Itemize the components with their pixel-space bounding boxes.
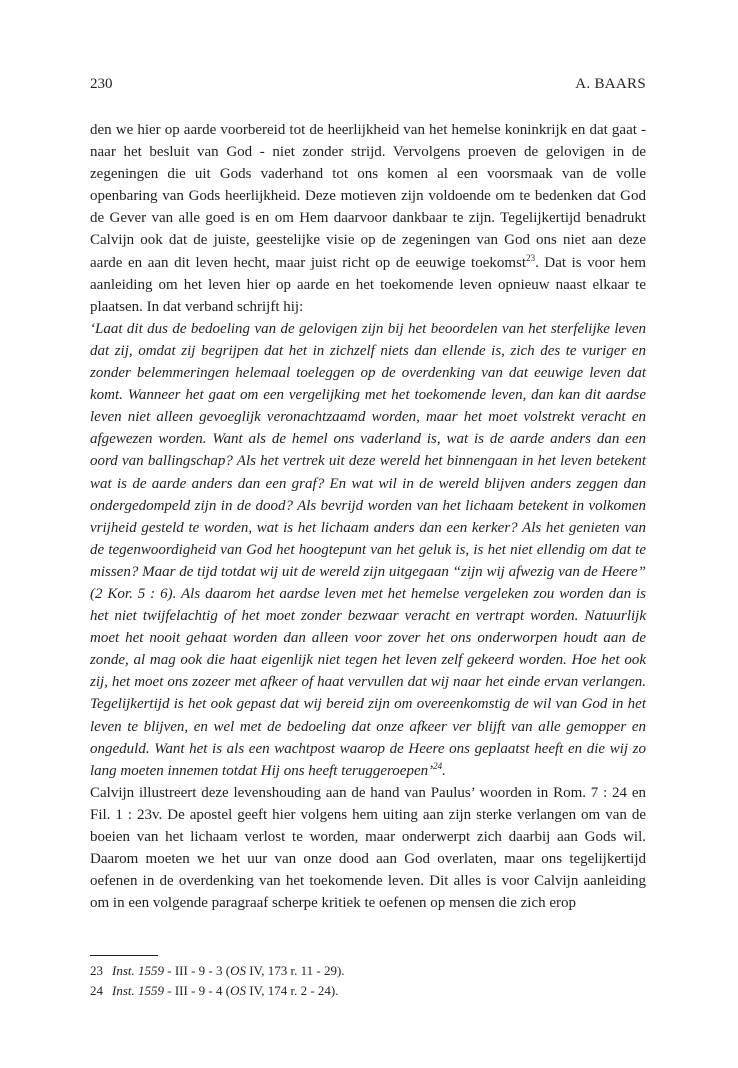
paragraph-1-text: den we hier op aarde voorbereid tot de heerlijkheid van het hemelse koninkrijk en dat gaat - naar het besluit van God - niet zonder strijd. Vervolgens proeven de gelovigen in de zegeningen die uit Gods vaderhand tot ons komen al een voorsmaak van de volle openbaring van Gods heerlijkheid. Deze motieven zijn voldoende om te bedenken dat God de Gever van alle goed is en om Hem daarvoor dankbaar te zijn. Tegelijkertijd benadrukt Calvijn ook dat de juiste, geestelijke visie op de zegeningen van God ons niet aan deze aarde en aan dit leven hecht, maar juist richt op de eeuwige toekomst xyxy=(90,122,646,271)
block-quote-tail: . xyxy=(442,762,446,779)
footnote-number: 24 xyxy=(90,983,103,998)
footnote-ref-24[interactable]: 24 xyxy=(433,760,443,771)
footnotes xyxy=(90,961,646,1001)
paragraph-1 xyxy=(90,119,646,318)
paragraph-1-tail: . Dat is voor hem aanleiding om het leven hier op aarde en het toekomende leven opnieuw naast elkaar te plaatsen. In dat verband schrijft hij: xyxy=(90,254,647,315)
running-head-author: A. BAARS xyxy=(575,76,646,92)
block-quote xyxy=(90,318,646,782)
block-quote-text: ‘Laat dit dus de bedoeling van de gelovigen zijn bij het beoordelen van het sterfelijke leven dat zij, omdat zij begrijpen dat het in zichzelf niets dan ellende is, zich des te vuriger en zonder belemmeringen helemaal toeleggen op de overdenking van dat eeuwige leven dat komt. Wanneer het gaat om een vergelijking met het toekomende leven, dan kan dit aardse leven niet alleen gevoeglijk veronachtzaamd worden, maar het moet volstrekt veracht en afgewezen worden. Want als de hemel ons vaderland is, wat is de aarde anders dan een oord van ballingschap? Als het vertrek uit deze wereld het binnengaan in het leven betekent wat is de aarde anders dan een graf? En wat wil in de wereld blijven anders zeggen dan ondergedompeld zijn in de dood? Als bevrijd worden van het lichaam betekent in volkomen vrijheid gesteld te worden, wat is het lichaam anders dan een kerker? Als het genieten van de tegenwoordigheid van God het hoogtepunt van het geluk is, is het niet ellendig om dat te missen? Maar de tijd totdat wij uit de wereld zijn uitgegaan “zijn wij afwezig van de Heere” (2 Kor. 5 : 6). Als daarom het aardse leven met het hemelse vergeleken zou worden dan is het niet twijfelachtig of het moet zonder bezwaar veracht en vertrapt worden. Natuurlijk moet het nooit gehaat worden dan alleen voor zover het ons onderworpen houdt aan de zonde, al mag ook die haat eigenlijk niet tegen het leven zelf gekeerd worden. Hoe het ook zij, het moet ons zozeer met afkeer of haat vervullen dat wij naar het einde ervan verlangen. Tegelijkertijd is het ook gepast dat wij bereid zijn om overeenkomstig de wil van God in het leven te blijven, en wel met de bedoeling dat onze afkeer ver blijft van alle gemopper en ongeduld. Want het is als een wachtpost waarop de Heere ons geplaatst heeft en die wij zo lang moeten innemen totdat Hij ons heeft teruggeroepen’ xyxy=(90,320,646,779)
footnote-source: OS xyxy=(230,963,246,978)
footnote-separator xyxy=(90,955,158,956)
footnote-24 xyxy=(90,981,646,1001)
footnote-23 xyxy=(90,961,646,981)
running-header xyxy=(90,76,646,98)
footnote-source: OS xyxy=(230,983,246,998)
footnote-rest: IV, 173 r. 11 - 29). xyxy=(245,963,345,978)
footnote-ref-23[interactable]: 23 xyxy=(526,252,536,263)
page-number: 230 xyxy=(90,76,113,92)
footnote-rest: IV, 174 r. 2 - 24). xyxy=(245,983,339,998)
footnote-work: Inst. 1559 xyxy=(112,963,164,978)
body-text xyxy=(90,119,646,914)
footnote-number: 23 xyxy=(90,963,103,978)
footnote-location: - III - 9 - 3 ( xyxy=(164,963,231,978)
paragraph-2: Calvijn illustreert deze levenshouding aan de hand van Paulus’ woorden in Rom. 7 : 24 en Fil. 1 : 23v. De apostel geeft hier volgens hem uiting aan zijn sterke verlangen om van de boeien van het lichaam verlost te worden, maar onderwerpt zich daarbij aan Gods wil. Daarom moeten we het uur van onze dood aan God overlaten, maar ons tegelijkertijd oefenen in de overdenking van het toekomende leven. Dit alles is voor Calvijn aanleiding om in een volgende paragraaf scherpe kritiek te oefenen op mensen die zich erop xyxy=(90,784,646,912)
footnote-work: Inst. 1559 xyxy=(112,983,164,998)
footnote-location: - III - 9 - 4 ( xyxy=(164,983,231,998)
